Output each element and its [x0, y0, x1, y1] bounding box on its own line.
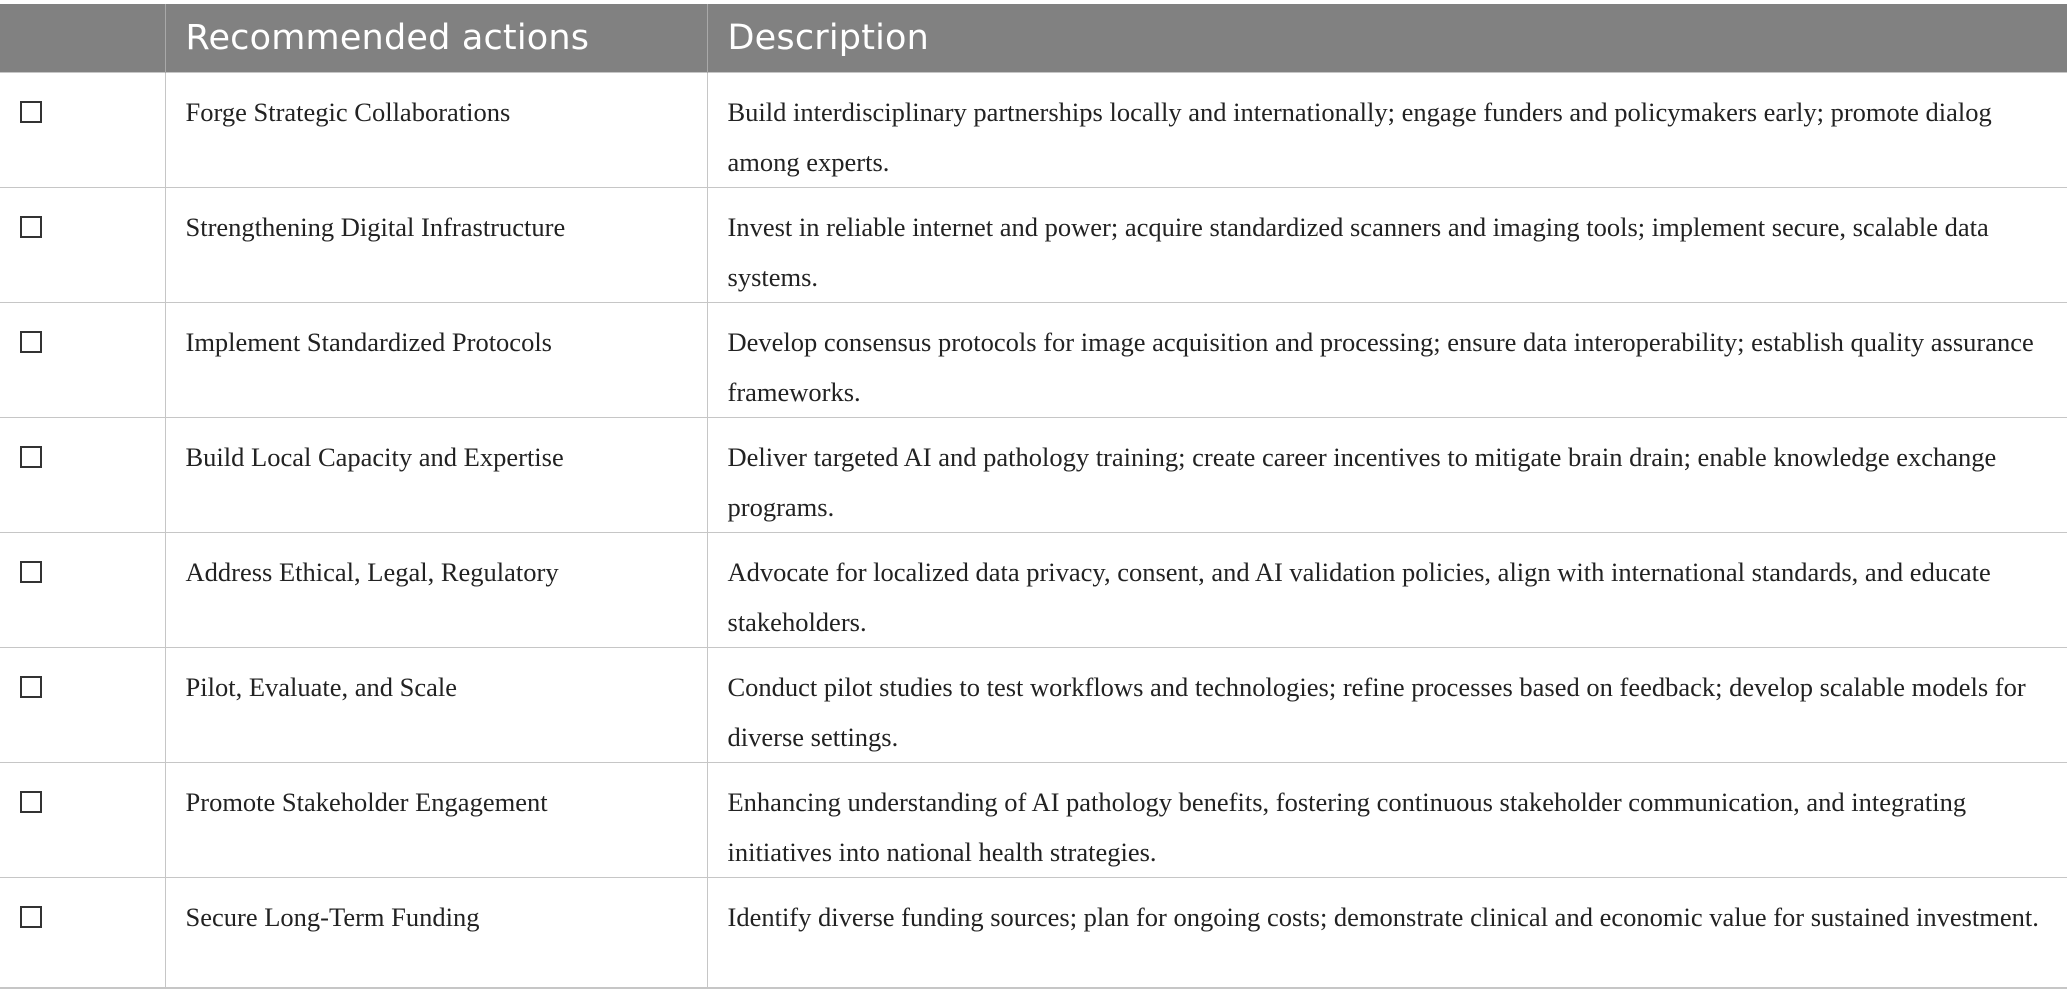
row-checkbox[interactable]	[20, 906, 42, 928]
header-row	[0, 4, 2067, 73]
action-cell: Forge Strategic Collaborations	[165, 73, 707, 188]
description-cell: Enhancing understanding of AI pathology benefits, fostering continuous stakeholder communication, and integrating initiatives into national health strategies.	[707, 763, 2067, 878]
checkbox-cell	[0, 763, 165, 878]
table-row	[0, 188, 2067, 303]
description-cell: Identify diverse funding sources; plan for ongoing costs; demonstrate clinical and economic value for sustained investment.	[707, 878, 2067, 988]
row-checkbox[interactable]	[20, 446, 42, 468]
description-cell: Invest in reliable internet and power; acquire standardized scanners and imaging tools; implement secure, scalable data systems.	[707, 188, 2067, 303]
checkbox-cell	[0, 188, 165, 303]
header-description-column: Description	[707, 4, 2067, 73]
row-checkbox[interactable]	[20, 791, 42, 813]
action-cell: Secure Long-Term Funding	[165, 878, 707, 988]
row-checkbox[interactable]	[20, 331, 42, 353]
description-cell: Advocate for localized data privacy, consent, and AI validation policies, align with international standards, and educate stakeholders.	[707, 533, 2067, 648]
table-row	[0, 648, 2067, 763]
recommendations-table	[0, 4, 2067, 989]
description-cell: Conduct pilot studies to test workflows and technologies; refine processes based on feedback; develop scalable models for diverse settings.	[707, 648, 2067, 763]
header-actions-column: Recommended actions	[165, 4, 707, 73]
header-checkbox-column	[0, 4, 165, 73]
action-cell: Implement Standardized Protocols	[165, 303, 707, 418]
table-row	[0, 73, 2067, 188]
checkbox-cell	[0, 418, 165, 533]
checkbox-cell	[0, 533, 165, 648]
checkbox-cell	[0, 73, 165, 188]
description-cell: Develop consensus protocols for image acquisition and processing; ensure data interoperability; establish quality assurance frameworks.	[707, 303, 2067, 418]
description-cell: Deliver targeted AI and pathology training; create career incentives to mitigate brain drain; enable knowledge exchange programs.	[707, 418, 2067, 533]
checkbox-cell	[0, 303, 165, 418]
row-checkbox[interactable]	[20, 101, 42, 123]
table-row	[0, 878, 2067, 988]
action-cell: Strengthening Digital Infrastructure	[165, 188, 707, 303]
table-row	[0, 763, 2067, 878]
action-cell: Promote Stakeholder Engagement	[165, 763, 707, 878]
row-checkbox[interactable]	[20, 216, 42, 238]
action-cell: Build Local Capacity and Expertise	[165, 418, 707, 533]
checkbox-cell	[0, 878, 165, 988]
table-body	[0, 73, 2067, 988]
recommendations-table-container	[0, 4, 2067, 989]
table-row	[0, 533, 2067, 648]
row-checkbox[interactable]	[20, 561, 42, 583]
action-cell: Pilot, Evaluate, and Scale	[165, 648, 707, 763]
checkbox-cell	[0, 648, 165, 763]
table-row	[0, 303, 2067, 418]
table-row	[0, 418, 2067, 533]
action-cell: Address Ethical, Legal, Regulatory	[165, 533, 707, 648]
row-checkbox[interactable]	[20, 676, 42, 698]
table-header	[0, 4, 2067, 73]
description-cell: Build interdisciplinary partnerships locally and internationally; engage funders and policymakers early; promote dialog among experts.	[707, 73, 2067, 188]
